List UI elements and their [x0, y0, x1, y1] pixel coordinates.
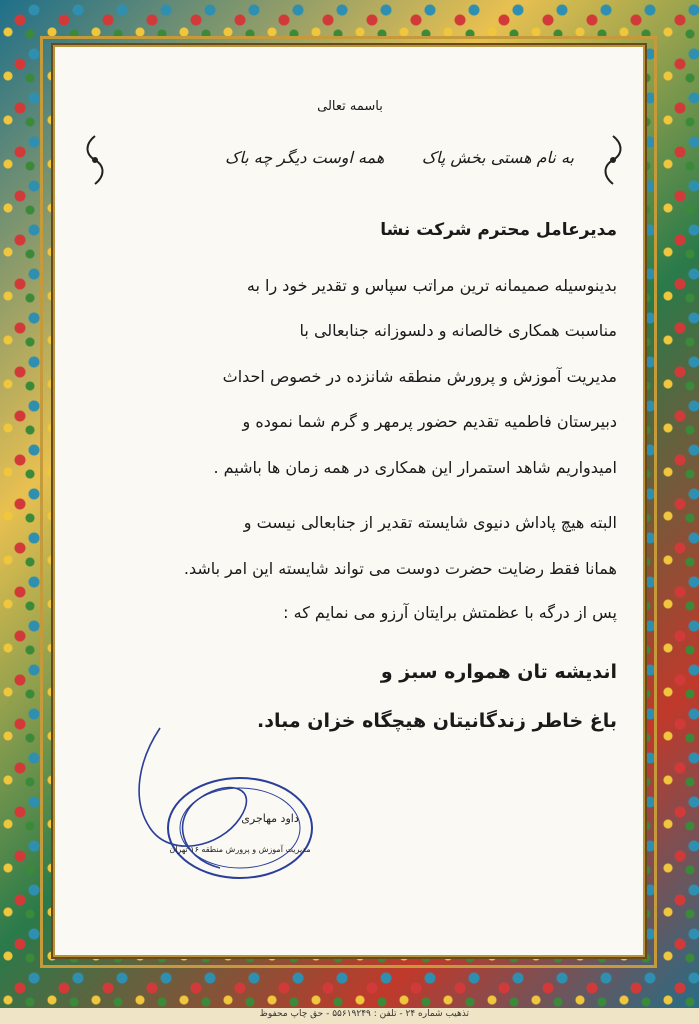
recipient-heading: مدیرعامل محترم شرکت نشا: [380, 220, 617, 240]
scroll-ornament-icon: [598, 134, 628, 186]
basmala: باسمه تعالی: [317, 99, 383, 114]
body-line: بدینوسیله صمیمانه ترین مراتب سپاس و تقدیر خود را به: [246, 276, 617, 295]
closing-line: اندیشه تان همواره سبز و: [380, 661, 617, 683]
verse-left: همه اوست دیگر چه باک: [225, 148, 385, 167]
closing-line: باغ خاطر زندگانیتان هیچگاه خزان مباد.: [257, 710, 617, 732]
stamp-name: داود مهاجری: [241, 812, 299, 825]
stamp-title: مدیریت آموزش و پرورش منطقه ۱۶ تهران: [169, 845, 311, 854]
official-stamp: [120, 718, 320, 898]
body-line: پس از درگه با عظمتش برایتان آرزو می نمایم که :: [283, 603, 617, 622]
scroll-ornament-icon: [80, 134, 110, 186]
body-line: امیدواریم شاهد استمرار این همکاری در همه زمان ها باشیم .: [213, 458, 617, 477]
footer-text: تذهیب شماره ۲۴ - تلفن : ۵۵۶۱۹۲۴۹ - حق چاپ محفوظ: [259, 1009, 469, 1019]
body-line: البته هیچ پاداش دنیوی شایسته تقدیر از جنابعالی نیست و: [243, 513, 617, 532]
body-line: همانا فقط رضایت حضرت دوست می تواند شایسته این امر باشد.: [183, 559, 617, 578]
body-line: دبیرستان فاطمیه تقدیم حضور پرمهر و گرم شما نموده و: [242, 412, 617, 431]
verse-right: به نام هستی بخش پاک: [421, 148, 574, 167]
body-line: مناسبت همکاری خالصانه و دلسوزانه جنابعالی با: [299, 321, 617, 340]
body-line: مدیریت آموزش و پرورش منطقه شانزده در خصوص احداث: [222, 367, 617, 386]
